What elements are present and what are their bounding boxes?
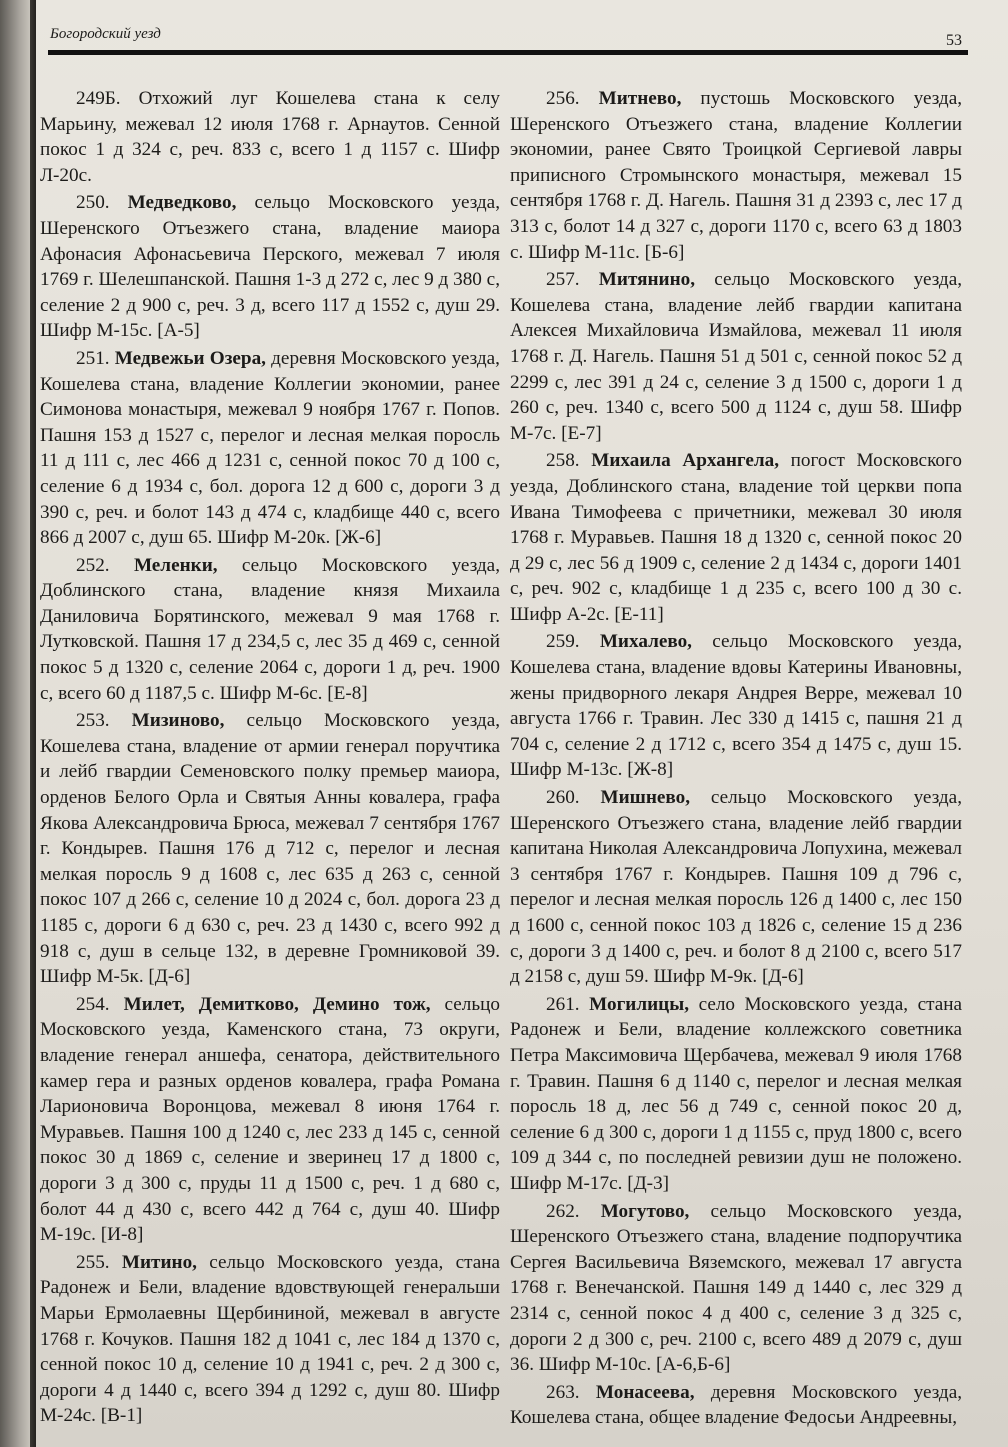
gazetteer-entry [510, 629, 962, 783]
gazetteer-entry [40, 553, 500, 707]
gazetteer-entry [40, 992, 500, 1248]
entry-place-name: Михаила Архангела, [591, 450, 780, 472]
entry-description: сельцо Московского уезда, Доблинского стана, владение князя Михаила Даниловича Борятинского, межевал 9 мая 1768 г. Лутковской. Пашня 17 д 234,5 с, лес 35 д 469 с, сенной покос 5 д 1320 с, селение 2064 с, дороги 1 д, реч. 1900 с, всего 60 д 1187,5 с. Шифр М-6с. [Е-8] [40, 554, 500, 704]
entry-description: Отхожий луг Кошелева стана к селу Марьину, межевал 12 июля 1768 г. Арнаутов. Сенной покос 1 д 324 с, реч. 833 с, всего 1 д 1157 с. Шифр Л-20с. [40, 88, 500, 186]
entry-number: 261. [546, 993, 590, 1015]
gazetteer-entry [40, 190, 500, 344]
entry-number: 251. [76, 347, 115, 369]
entry-place-name: Михалево, [599, 631, 692, 653]
entry-number: 249Б. [76, 88, 139, 109]
entry-description: село Московского уезда, стана Радонеж и Бели, владение коллежского советника Петра Максимовича Щербачева, межевал 9 июля 1768 г. Травин. Пашня 6 д 1140 с, перелог и лесная мелкая поросль 18 д, лес 56 д 749 с, сенной покос 20 д, селение 6 д 300 с, дороги 1 д 1155 с, пруд 1800 с, всего 109 д 344 с, по последней ревизии душ не положено. Шифр М-17с. [Д-3] [510, 993, 963, 1194]
entry-number: 250. [76, 192, 128, 214]
gazetteer-entry [510, 1380, 962, 1431]
gazetteer-entry [510, 448, 962, 627]
gazetteer-entry [510, 1199, 962, 1378]
header-title: Богородский уезд [50, 26, 161, 42]
entry-number: 257. [546, 269, 599, 291]
entry-description: сельцо Московского уезда, Шеренского Отъезжего стана, владение лейб гвардии капитана Николая Александровича Лопухина, межевал 3 сентября 1767 г. Кондырев. Пашня 109 д 796 с, перелог и лесная мелкая поросль 126 д 1400 с, лес 150 д 1600 с, сенной покос 103 д 1826 с, селение 15 д 236 с, дороги 3 д 1400 с, реч. и болот 8 д 2100 с, всего 517 д 2158 с, душ 59. Шифр М-9к. [Д-6] [510, 787, 962, 988]
entry-description: сельцо Московского уезда, Кошелева стана, владение лейб гвардии капитана Алексея Михайловича Измайлова, межевал 11 июля 1768 г. Д. Нагель. Пашня 51 д 501 с, сенной покос 52 д 2299 с, лес 391 д 24 с, селение 3 д 1500 с, дороги 1 д 260 с, реч. 1340 с, всего 500 д 1124 с, душ 58. Шифр М-7с. [Е-7] [510, 269, 963, 444]
facing-page-edge [0, 0, 36, 1447]
entry-description: сельцо Московского уезда, Шеренского Отъезжего стана, владение подпоручтика Сергея Васильевича Вяземского, межевал 17 августа 1768 г. Венечанской. Пашня 149 д 1440 с, лес 329 д 2314 с, сенной покос 4 д 400 с, селение 3 д 325 с, дороги 2 д 300 с, реч. 2100 с, всего 489 д 2079 с, душ 36. Шифр М-10с. [А-6,Б-6] [510, 1200, 963, 1376]
entry-place-name: Мизиново, [131, 710, 225, 732]
entry-place-name: Монасеева, [595, 1381, 695, 1403]
gazetteer-entry [40, 86, 500, 188]
entry-number: 252. [76, 554, 134, 576]
header-rule [48, 50, 968, 55]
entry-place-name: Митино, [121, 1251, 197, 1273]
gazetteer-entry [40, 1250, 500, 1429]
entry-description: сельцо Московского уезда, Кошелева стана, владение от армии генерал поручтика и лейб гвардии Семеновского полку премьер маиора, орденов Белого Орла и Святыя Анны ковалера, графа Якова Александровича Брюса, межевал 7 сентября 1767 г. Кондырев. Пашня 176 д 712 с, перелог и лесная мелкая поросль 9 д 1608 с, лес 635 д 263 с, сенной покос 107 д 266 с, селение 10 д 2024 с, бол. дорога 23 д 1185 с, дороги 6 д 630 с, реч. 23 д 1430 с, всего 992 д 918 с, душ в сельце 132, в деревне Громниковой 39. Шифр М-5к. [Д-6] [40, 710, 501, 988]
entry-place-name: Мишнево, [600, 787, 691, 809]
entry-number: 259. [546, 631, 600, 653]
gazetteer-entry [40, 708, 500, 990]
entry-number: 260. [546, 787, 601, 809]
entry-description: пустошь Московского уезда, Шеренского Отъезжего стана, владение Коллегии экономии, ранее Свято Троицкой Сергиевой лавры приписного Стромынского монастыря, межевал 15 сентября 1768 г. Д. Нагель. Пашня 31 д 2393 с, лес 17 д 313 с, болот 14 д 327 с, дороги 1170 с, всего 63 д 1803 с. Шифр М-11с. [Б-6] [510, 88, 963, 263]
entry-number: 255. [76, 1251, 122, 1273]
entry-description: деревня Московского уезда, Кошелева стана, владение Коллегии экономии, ранее Симонова монастыря, межевал 9 ноября 1767 г. Попов. Пашня 153 д 1527 с, перелог и лесная мелкая поросль 11 д 111 с, лес 466 д 1231 с, сенной покос 70 д 100 с, селение 6 д 1934 с, бол. дорога 12 д 600 с, дороги 3 д 390 с, реч. и болот 143 д 474 с, кладбище 440 с, всего 866 д 2007 с, душ 65. Шифр М-20к. [Ж-6] [40, 347, 500, 549]
entry-place-name: Митнево, [598, 88, 682, 109]
gazetteer-entry [510, 267, 962, 446]
entry-place-name: Меленки, [133, 554, 218, 576]
gazetteer-entry [40, 346, 500, 551]
entry-number: 256. [546, 88, 599, 109]
entry-number: 263. [546, 1381, 596, 1403]
page-number: 53 [946, 32, 962, 49]
entry-place-name: Медведково, [127, 192, 237, 214]
entry-place-name: Могилицы, [589, 993, 690, 1015]
gazetteer-entry [510, 992, 962, 1197]
right-column [510, 86, 962, 1433]
entry-description: сельцо Московского уезда, стана Радонеж и Бели, владение вдовствующей генеральши Марьи Ермолаевны Щербининой, межевал в августе 1768 г. Кочуков. Пашня 182 д 1041 с, лес 184 д 1370 с, сенной покос 10 д, селение 10 д 1941 с, реч. 2 д 300 с, дороги 4 д 1440 с, всего 394 д 1292 с, душ 80. Шифр М-24с. [В-1] [40, 1251, 501, 1427]
entry-number: 258. [546, 450, 592, 472]
entry-description: сельцо Московского уезда, Каменского стана, 73 округи, владение генерал аншефа, сенатора, действительного камер гера и разных орденов ковалера, графа Романа Ларионовича Воронцова, межевал 8 июня 1764 г. Муравьев. Пашня 100 д 1240 с, лес 233 д 145 с, сенной покос 30 д 1869 с, селение и зверинец 17 д 1800 с, дороги 3 д 300 с, пруды 11 д 1500 с, реч. 1 д 680 с, болот 44 д 430 с, всего 442 д 764 с, душ 40. Шифр М-19с. [И-8] [40, 993, 500, 1246]
entry-place-name: Митянино, [598, 269, 696, 291]
entry-number: 262. [546, 1200, 601, 1222]
running-header [48, 22, 968, 58]
gazetteer-entry [510, 785, 962, 990]
entry-description: погост Московского уезда, Доблинского стана, владение той церкви попа Ивана Тимофеева с причетники, межевал 30 июля 1768 г. Муравьев. Пашня 18 д 1320 с, сенной покос 20 д 29 с, лес 56 д 1909 с, селение 2 д 1434 с, дороги 1401 с, реч. 902 с, кладбище 1 д 235 с, всего 100 д 30 с. Шифр А-2с. [Е-11] [510, 450, 963, 625]
entry-description: сельцо Московского уезда, Шеренского Отъезжего стана, владение маиора Афонасия Афонасьевича Перского, межевал 7 июля 1769 г. Шелешпанской. Пашня 1-3 д 272 с, лес 9 д 380 с, селение 2 д 900 с, реч. 3 д, всего 117 д 1552 с, душ 29. Шифр М-15с. [А-5] [40, 192, 501, 342]
entry-number: 254. [76, 993, 124, 1015]
entry-number: 253. [76, 710, 132, 732]
entry-description: деревня Московского уезда, Кошелева стана, общее владение Федосьи Андреевны, [510, 1381, 963, 1429]
book-page [36, 0, 1008, 1447]
gazetteer-entry [510, 86, 962, 265]
entry-place-name: Могутово, [600, 1200, 690, 1222]
entry-place-name: Медвежьи Озера, [114, 347, 266, 369]
left-column [40, 86, 500, 1431]
entry-description: сельцо Московского уезда, Кошелева стана, владение вдовы Катерины Ивановны, жены придворного лекаря Андрея Верре, межевал 10 августа 1766 г. Травин. Лес 330 д 1415 с, пашня 21 д 704 с, селение 2 д 1712 с, всего 354 д 1475 с, душ 15. Шифр М-13с. [Ж-8] [510, 631, 963, 781]
entry-place-name: Милет, Демитково, Демино тож, [123, 993, 431, 1015]
